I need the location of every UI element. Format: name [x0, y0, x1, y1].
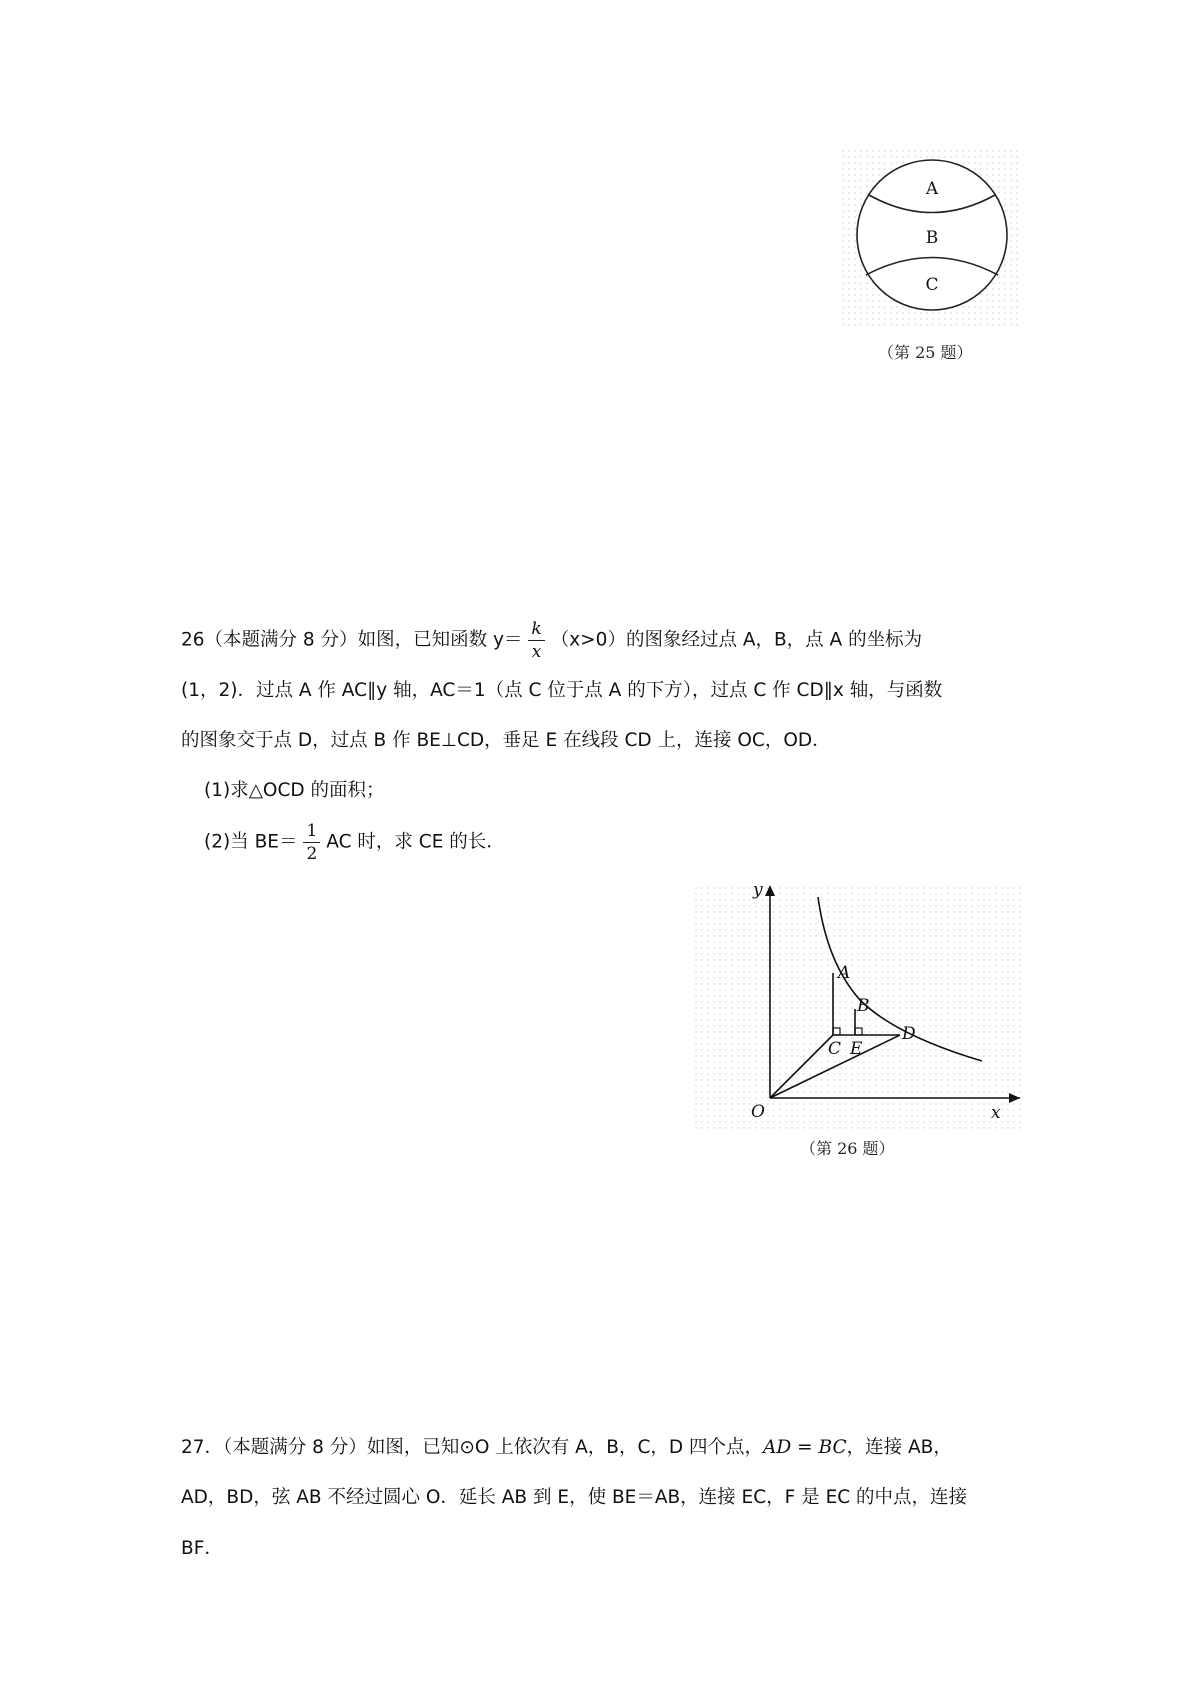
q26-line-1: [181, 620, 1021, 661]
fraction-numerator: k: [528, 620, 544, 641]
fraction-one-half: [303, 822, 320, 863]
label-e: E: [850, 1039, 863, 1059]
fraction-denominator: 2: [306, 844, 318, 864]
fraction-k-over-x: [528, 620, 544, 661]
figure-26-caption: （第 26 题）: [800, 1139, 895, 1158]
q26-part-1: (1)求△OCD 的面积；: [204, 780, 385, 801]
q26-part-2-before: (2)当 BE＝: [204, 831, 298, 853]
label-c: C: [828, 1039, 842, 1059]
label-x: x: [991, 1103, 1001, 1123]
figure-25: [842, 150, 1022, 350]
figure-26-diagram: [695, 875, 1025, 1145]
q27-line-3: BF．: [181, 1538, 223, 1559]
q26-intro-after: （x>0）的图象经过点 A，B，点 A 的坐标为: [550, 629, 923, 651]
q26-intro: 26（本题满分 8 分）如图，已知函数 y＝: [181, 629, 523, 651]
q27-line-1-after: ，连接 AB，: [846, 1437, 952, 1458]
q26-part-2: [204, 822, 1044, 863]
q27-line-1-before: 27．（本题满分 8 分）如图，已知⊙O 上依次有 A，B，C，D 四个点，: [181, 1437, 764, 1458]
region-label-a: A: [925, 179, 939, 199]
region-label-c: C: [925, 275, 939, 295]
label-b: B: [857, 996, 870, 1016]
q26-part-2-after: AC 时，求 CE 的长．: [326, 831, 505, 853]
q26-line-2: (1，2)．过点 A 作 AC∥y 轴，AC＝1（点 C 位于点 A 的下方），过点 C 作 CD∥x 轴，与函数: [181, 680, 943, 701]
figure-26: [695, 875, 1025, 1145]
q27-line-1: [181, 1434, 1021, 1462]
figure-25-caption: （第 25 题）: [878, 343, 973, 362]
label-a: A: [838, 963, 851, 983]
label-o: O: [751, 1102, 765, 1122]
label-y: y: [753, 880, 763, 900]
region-label-b: B: [925, 228, 939, 248]
fraction-numerator: 1: [303, 822, 320, 843]
q27-line-2: AD，BD，弦 AB 不经过圆心 O．延长 AB 到 E，使 BE＝AB，连接 EC，F 是 EC 的中点，连接: [181, 1487, 968, 1508]
fraction-denominator: x: [531, 642, 542, 662]
q26-line-3: 的图象交于点 D，过点 B 作 BE⊥CD，垂足 E 在线段 CD 上，连接 OC，OD．: [181, 730, 831, 751]
figure-25-diagram: [842, 150, 1022, 330]
label-d: D: [902, 1024, 916, 1044]
q27-math-ad-equals-bc: AD = BC: [763, 1437, 847, 1458]
